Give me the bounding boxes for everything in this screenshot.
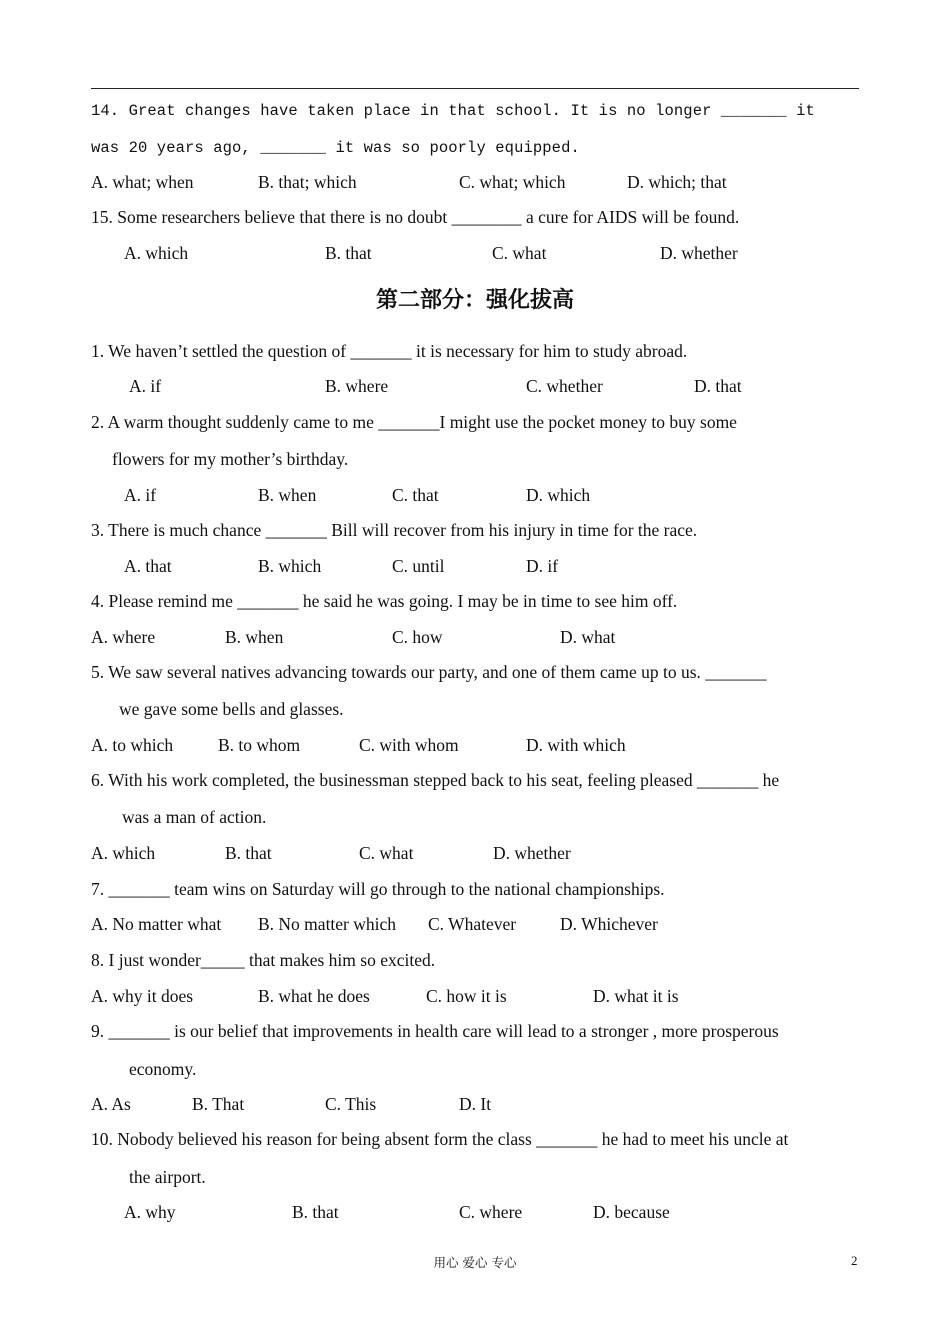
q8-option-c: C. how it is bbox=[426, 986, 507, 1006]
q3-option-c: C. until bbox=[392, 556, 445, 576]
question-5-line-2: we gave some bells and glasses. bbox=[119, 699, 344, 719]
q4-option-d: D. what bbox=[560, 627, 616, 647]
q7-option-a: A. No matter what bbox=[91, 914, 222, 934]
question-14-line-1: 14. Great changes have taken place in that school. It is no longer _______ it bbox=[91, 102, 815, 120]
q4-option-a: A. where bbox=[91, 627, 156, 647]
q7-option-c: C. Whatever bbox=[428, 914, 517, 934]
question-15-line-1: 15. Some researchers believe that there is no doubt ________ a cure for AIDS will be found. bbox=[91, 207, 740, 227]
q5-option-c: C. with whom bbox=[359, 735, 459, 755]
q9-option-d: D. It bbox=[459, 1094, 492, 1114]
q8-option-a: A. why it does bbox=[91, 986, 194, 1006]
q6-option-b: B. that bbox=[225, 843, 272, 863]
q15-option-a: A. which bbox=[124, 243, 189, 263]
q8-option-d: D. what it is bbox=[593, 986, 679, 1006]
q1-option-a: A. if bbox=[129, 376, 162, 396]
q9-option-a: A. As bbox=[91, 1094, 131, 1114]
q4-option-b: B. when bbox=[225, 627, 284, 647]
q7-option-b: B. No matter which bbox=[258, 914, 397, 934]
q6-option-d: D. whether bbox=[493, 843, 571, 863]
q2-option-b: B. when bbox=[258, 485, 317, 505]
q14-option-d: D. which; that bbox=[627, 172, 727, 192]
q4-option-c: C. how bbox=[392, 627, 443, 647]
q8-option-b: B. what he does bbox=[258, 986, 370, 1006]
q3-option-b: B. which bbox=[258, 556, 322, 576]
question-10-line-2: the airport. bbox=[129, 1167, 206, 1187]
q1-option-d: D. that bbox=[694, 376, 742, 396]
question-2-line-1: 2. A warm thought suddenly came to me _______I might use the pocket money to buy some bbox=[91, 412, 737, 432]
q2-option-c: C. that bbox=[392, 485, 439, 505]
question-7-line-1: 7. _______ team wins on Saturday will go through to the national championships. bbox=[91, 879, 665, 899]
q3-option-a: A. that bbox=[124, 556, 172, 576]
q15-option-b: B. that bbox=[325, 243, 372, 263]
q15-option-c: C. what bbox=[492, 243, 547, 263]
q10-option-c: C. where bbox=[459, 1202, 523, 1222]
question-4-line-1: 4. Please remind me _______ he said he was going. I may be in time to see him off. bbox=[91, 591, 678, 611]
q1-option-c: C. whether bbox=[526, 376, 603, 396]
q10-option-a: A. why bbox=[124, 1202, 176, 1222]
question-3-line-1: 3. There is much chance _______ Bill will recover from his injury in time for the race. bbox=[91, 520, 698, 540]
question-10-line-1: 10. Nobody believed his reason for being absent form the class _______ he had to meet his uncle at bbox=[91, 1129, 789, 1149]
q5-option-b: B. to whom bbox=[218, 735, 301, 755]
q6-option-a: A. which bbox=[91, 843, 156, 863]
question-1-line-1: 1. We haven’t settled the question of _______ it is necessary for him to study abroad. bbox=[91, 341, 688, 361]
header-rule bbox=[91, 88, 859, 89]
q10-option-d: D. because bbox=[593, 1202, 670, 1222]
q9-option-c: C. This bbox=[325, 1094, 377, 1114]
footer-motto: 用心 爱心 专心 bbox=[433, 1255, 517, 1270]
q3-option-d: D. if bbox=[526, 556, 559, 576]
question-6-line-1: 6. With his work completed, the businessman stepped back to his seat, feeling pleased _______ he bbox=[91, 770, 780, 790]
q15-option-d: D. whether bbox=[660, 243, 738, 263]
q7-option-d: D. Whichever bbox=[560, 914, 658, 934]
question-2-line-2: flowers for my mother’s birthday. bbox=[112, 449, 349, 469]
q14-option-a: A. what; when bbox=[91, 172, 194, 192]
question-14-line-2: was 20 years ago, _______ it was so poorly equipped. bbox=[91, 139, 580, 157]
question-6-line-2: was a man of action. bbox=[122, 807, 267, 827]
question-9-line-1: 9. _______ is our belief that improvements in health care will lead to a stronger , more prosperous bbox=[91, 1021, 779, 1041]
question-8-line-1: 8. I just wonder_____ that makes him so excited. bbox=[91, 950, 436, 970]
q2-option-d: D. which bbox=[526, 485, 591, 505]
question-5-line-1: 5. We saw several natives advancing towards our party, and one of them came up to us. _______ bbox=[91, 662, 767, 682]
q2-option-a: A. if bbox=[124, 485, 157, 505]
q5-option-d: D. with which bbox=[526, 735, 626, 755]
q9-option-b: B. That bbox=[192, 1094, 245, 1114]
q14-option-b: B. that; which bbox=[258, 172, 357, 192]
section-heading: 第二部分：强化拔高 bbox=[375, 288, 574, 313]
q1-option-b: B. where bbox=[325, 376, 389, 396]
q10-option-b: B. that bbox=[292, 1202, 339, 1222]
q14-option-c: C. what; which bbox=[459, 172, 566, 192]
q6-option-c: C. what bbox=[359, 843, 414, 863]
question-9-line-2: economy. bbox=[129, 1059, 197, 1079]
page-number: 2 bbox=[851, 1253, 858, 1268]
q5-option-a: A. to which bbox=[91, 735, 174, 755]
